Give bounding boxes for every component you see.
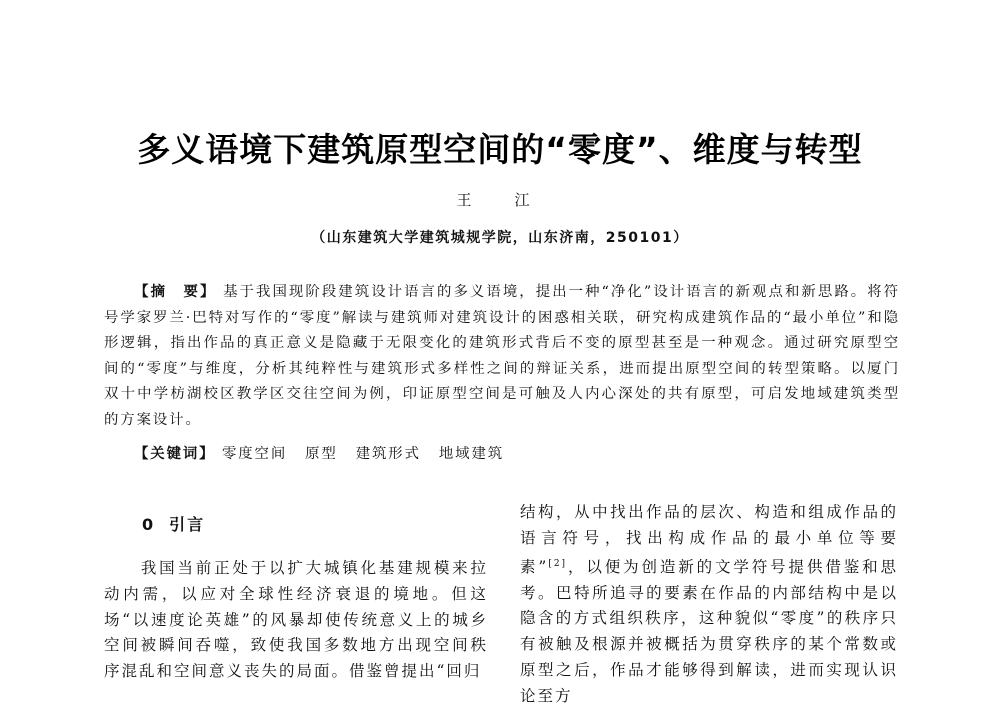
keyword-item: 地域建筑 [438,446,505,462]
paper-title: 多义语境下建筑原型空间的“零度”、维度与转型 [137,130,863,169]
abstract-label: 【摘 要】 [134,283,217,300]
keyword-item: 零度空间 [221,446,288,462]
author-affiliation: （山东建筑大学建筑城规学院，山东济南，250101） [311,230,689,246]
right-column-paragraph [520,500,898,710]
abstract-paragraph [104,279,900,433]
right-column-text: 结构，从中找出作品的层次、构造和组成作品的语言符号，找出构成作品的最小单位等要素” [520,503,898,576]
section-title: 引言 [169,515,206,534]
keyword-item: 原型 [305,446,338,462]
keywords-label: 【关键词】 [134,445,216,462]
section-heading [142,512,205,535]
author-name: 王 江 [456,191,544,209]
right-column-text-continued: ，以便为创造新的文学符号提供借鉴和思考。巴特所追寻的要素在作品的内部结构中是以隐含的方式组织秩序，这种貌似“零度”的秩序只有被触及根源并被概括为贯穿秩序的某个常数或原型之后，作品才能够得到解读，进而实现认识论至方 [520,557,898,705]
keywords-line [104,441,900,468]
abstract-text: 基于我国现阶段建筑设计语言的多义语境，提出一种“净化”设计语言的新观点和新思路。将符号学家罗兰·巴特对写作的“零度”解读与建筑师对建筑设计的困惑相关联，研究构成建筑作品的“最小单位”和隐形逻辑，指出作品的真正意义是隐藏于无限变化的建筑形式背后不变的原型甚至是一种观念。通过研究原型空间的“零度”与维度，分析其纯粹性与建筑形式多样性之间的辩证关系，进而提出原型空间的转型策略。以厦门双十中学枋湖校区教学区交往空间为例，印证原型空间是可触及人内心深处的共有原型，可启发地域建筑类型的方案设计。 [104,284,900,428]
section-number: 0 [142,515,156,534]
left-column-paragraph [104,556,488,685]
left-column-text: 我国当前正处于以扩大城镇化基建规模来拉动内需，以应对全球性经济衰退的境地。但这场“以速度论英雄”的风暴却使传统意义上的城乡空间被瞬间吞噬，致使我国多数地方出现空间秩序混乱和空间意义丧失的局面。借鉴曾提出“回归 [104,559,488,681]
keyword-item: 建筑形式 [355,446,421,462]
citation-ref: [2] [548,558,568,569]
